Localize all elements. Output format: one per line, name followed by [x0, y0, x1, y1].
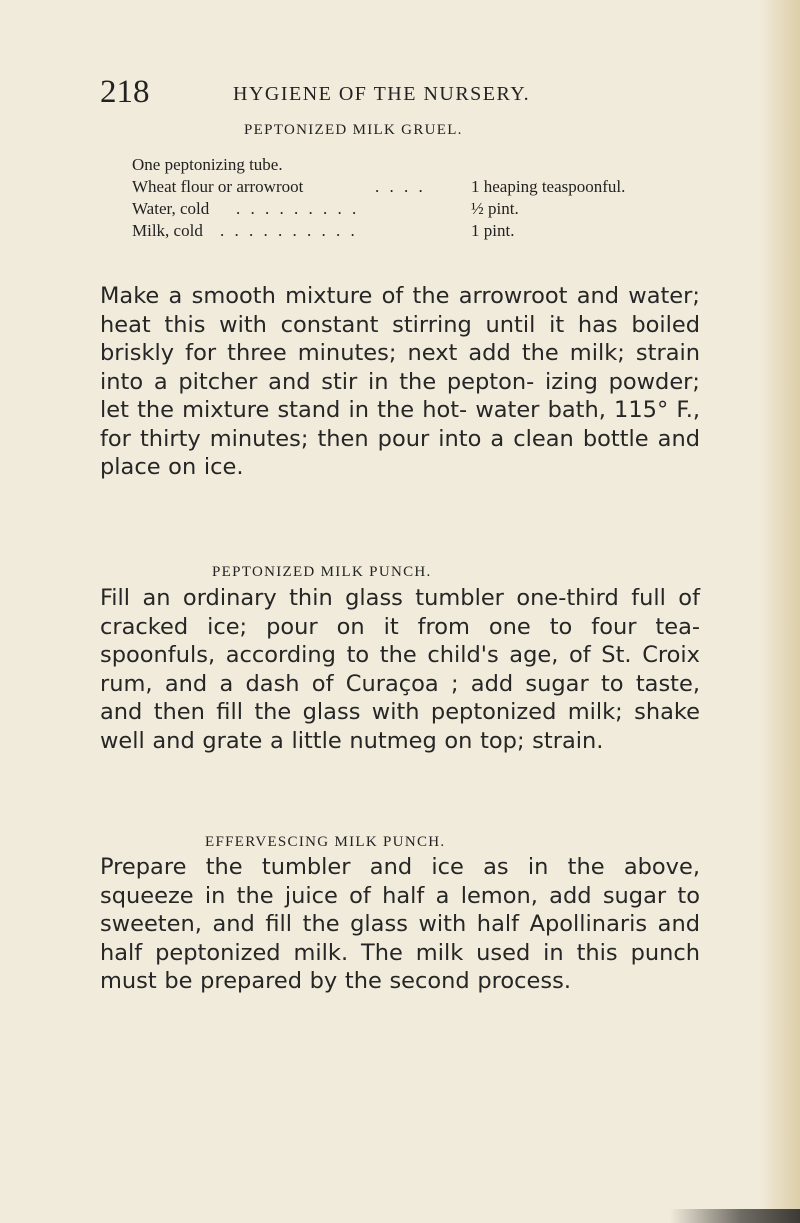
running-title: HYGIENE OF THE NURSERY. [233, 83, 531, 105]
punch-instructions: Fill an ordinary thin glass tumbler one-third full of cracked ice; pour on it from one to four tea- spoonfuls, according to the child's age, of St. Croix rum, and a dash of Curaçoa ; add sugar to taste, and then fill the glass with peptonized milk; shake well and grate a little nutmeg on top; strain. [100, 585, 700, 754]
page-number: 218 [100, 74, 150, 110]
ingredient-intro-text: One peptonizing tube. [132, 155, 283, 174]
ingredient-intro [132, 154, 692, 176]
running-head [100, 74, 580, 114]
ingredient-list [132, 154, 692, 242]
ingredient-quantity: ½ pint. [471, 199, 519, 218]
ingredient-row [132, 220, 692, 242]
effervescing-instructions: Prepare the tumbler and ice as in the above, squeeze in the juice of half a lemon, add sugar to sweeten, and fill the glass with half Apollinaris and half peptonized milk. The milk used in this punch must be prepared by the second process. [100, 854, 700, 994]
gruel-instructions: Make a smooth mixture of the arrowroot and water; heat this with constant stirring until it has boiled briskly for three minutes; next add the milk; strain into a pitcher and stir in the pepton- izing powder; let the mixture stand in the hot- water bath, 115° F., for thirty minutes; then pour into a clean bottle and place on ice. [100, 283, 700, 480]
ingredient-row [132, 198, 692, 220]
ingredient-name: Milk, cold [132, 221, 203, 240]
section-heading-milk-punch: PEPTONIZED MILK PUNCH. [212, 564, 432, 580]
ingredient-row [132, 176, 692, 198]
ingredient-leader-dots: . . . . . . . . . . [220, 221, 358, 240]
section-heading-milk-gruel: PEPTONIZED MILK GRUEL. [244, 122, 463, 138]
ingredient-leader-dots: . . . . [375, 177, 426, 196]
ingredient-leader-dots: . . . . . . . . . [236, 199, 360, 218]
section-heading-effervescing-punch: EFFERVESCING MILK PUNCH. [205, 834, 446, 850]
ingredient-name: Wheat flour or arrowroot [132, 177, 304, 196]
page-edge-shading [760, 0, 800, 1223]
ingredient-name: Water, cold [132, 199, 210, 218]
ingredient-quantity: 1 pint. [471, 221, 515, 240]
page-corner-shadow [670, 1209, 800, 1223]
ingredient-quantity: 1 heaping teaspoonful. [471, 177, 626, 196]
